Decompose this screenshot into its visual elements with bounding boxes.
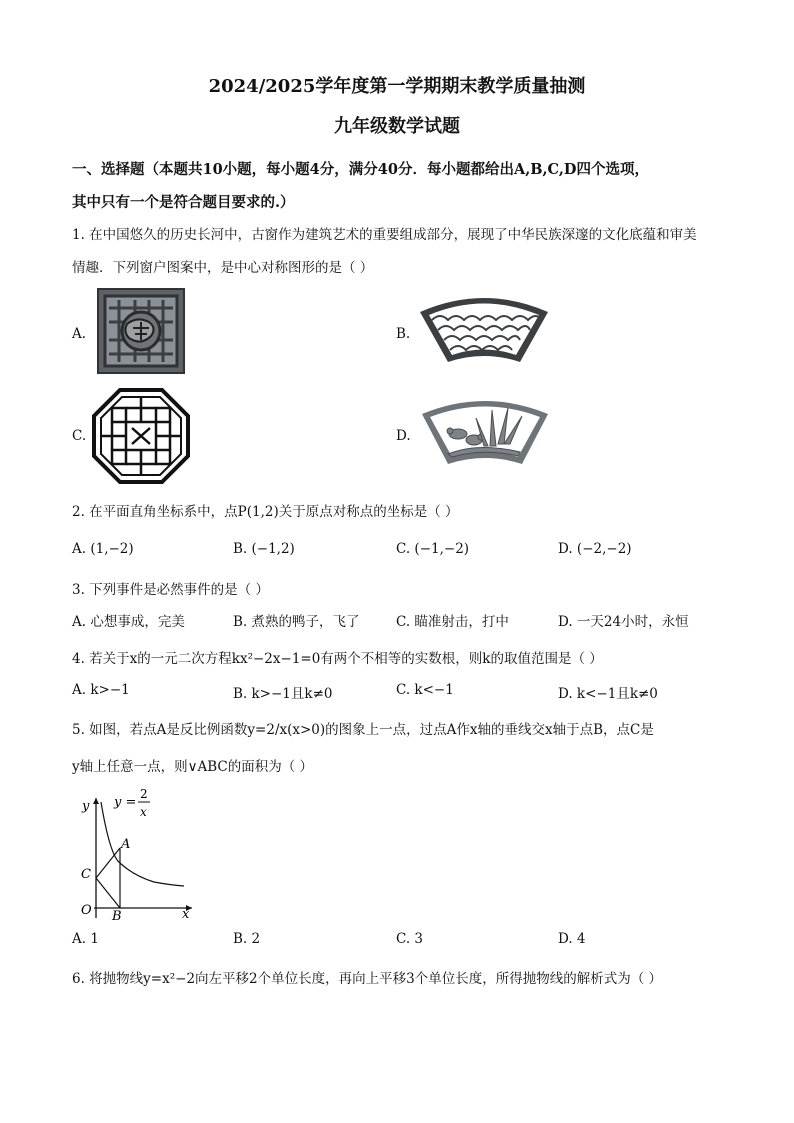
q4-option-c: C. k<−1 — [396, 682, 454, 698]
q5-figure — [74, 786, 200, 922]
question-4-stem: 4. 若关于x的一元二次方程kx²−2x−1=0有两个不相等的实数根，则k的取值范围是（ ） — [72, 651, 603, 667]
q3-option-b: B. 煮熟的鸭子，飞了 — [233, 614, 360, 630]
q2-option-a: A. (1,−2) — [72, 541, 134, 557]
q5-option-d: D. 4 — [558, 931, 586, 947]
q3-option-a: A. 心想事成，完美 — [72, 614, 185, 630]
q4-option-a: A. k>−1 — [72, 682, 130, 698]
question-5-stem-line2: y轴上任意一点，则∨ABC的面积为（ ） — [72, 759, 314, 775]
question-6-stem: 6. 将抛物线y=x²−2向左平移2个单位长度，再向上平移3个单位长度，所得抛物线的解析式为（ ） — [72, 971, 663, 987]
exam-subtitle: 九年级数学试题 — [334, 116, 460, 137]
q5-option-c: C. 3 — [396, 931, 424, 947]
q5-x-axis-label: x — [182, 907, 190, 922]
q2-option-b: B. (−1,2) — [233, 541, 295, 557]
q5-point-c-label: C — [81, 867, 91, 882]
q4-option-b: B. k>−1且k≠0 — [233, 686, 333, 702]
q5-option-b: B. 2 — [233, 931, 261, 947]
question-5-stem: 5. 如图，若点A是反比例函数y=2/x(x>0)的图象上一点，过点A作x轴的垂线交x轴于点B，点C是 — [72, 722, 654, 738]
q4-option-d: D. k<−1且k≠0 — [558, 686, 658, 702]
q1-option-b-label: B. — [396, 326, 411, 342]
q5-option-a: A. 1 — [72, 931, 99, 947]
q5-function-numerator: 2 — [140, 787, 148, 801]
q1-option-c-label: C. — [72, 428, 87, 444]
q5-function-denominator: x — [140, 805, 147, 819]
q3-option-c: C. 瞄准射击，打中 — [396, 614, 509, 630]
q5-point-a-label: A — [121, 837, 131, 852]
question-2-stem: 2. 在平面直角坐标系中，点P(1,2)关于原点对称点的坐标是（ ） — [72, 504, 459, 520]
exam-title: 2024/2025学年度第一学期期末教学质量抽测 — [208, 76, 586, 97]
q5-y-axis-label: y — [82, 799, 90, 814]
window-c-image — [92, 388, 190, 484]
window-d-image — [418, 396, 552, 472]
q3-option-d: D. 一天24小时，永恒 — [558, 614, 689, 630]
q5-point-b-label: B — [112, 909, 122, 922]
window-a-image — [97, 288, 185, 374]
question-3-stem: 3. 下列事件是必然事件的是（ ） — [72, 582, 269, 598]
q2-option-c: C. (−1,−2) — [396, 541, 470, 557]
q5-function-label: y = — [114, 795, 137, 810]
section-heading-line2: 其中只有一个是符合题目要求的.） — [72, 194, 295, 211]
question-1-stem-line2: 情趣．下列窗户图案中，是中心对称图形的是（ ） — [72, 260, 374, 276]
window-b-image — [416, 290, 552, 366]
q1-option-d-label: D. — [396, 428, 411, 444]
section-heading: 一、选择题（本题共10小题，每小题4分，满分40分．每小题都给出A,B,C,D四个选项， — [72, 161, 649, 178]
q5-origin-label: O — [81, 903, 92, 918]
question-1-stem: 1. 在中国悠久的历史长河中，古窗作为建筑艺术的重要组成部分，展现了中华民族深邃的文化底蕴和审美 — [72, 227, 697, 243]
q1-option-a-label: A. — [72, 326, 87, 342]
q2-option-d: D. (−2,−2) — [558, 541, 632, 557]
